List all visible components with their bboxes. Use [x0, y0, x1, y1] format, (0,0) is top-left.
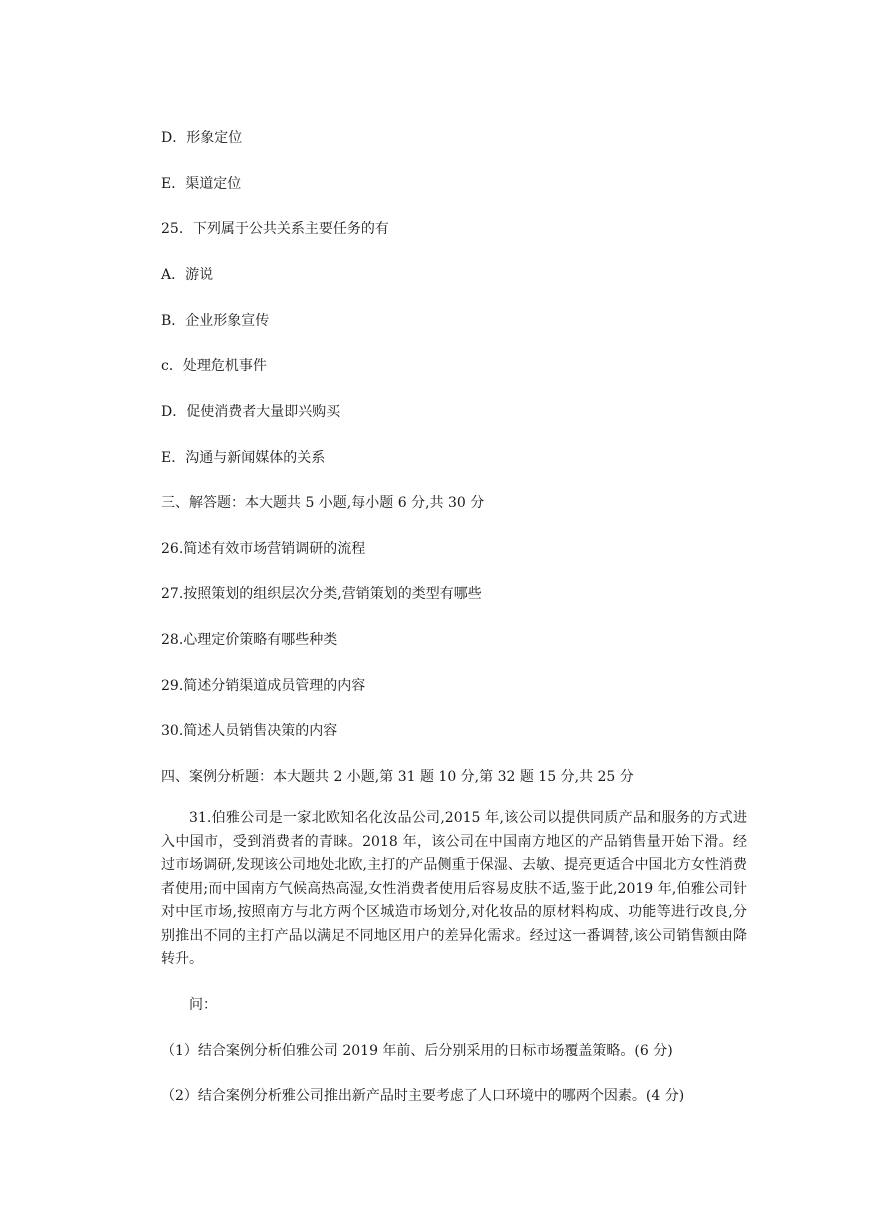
section-4-heading: 四、案例分析题：本大题共 2 小题,第 31 题 10 分,第 32 题 15 分,共 25 分	[161, 769, 634, 785]
option-e-prev: E．渠道定位	[161, 176, 242, 192]
option-d-prev: D．形象定位	[161, 130, 243, 146]
section-3-heading: 三、解答题：本大题共 5 小题,每小题 6 分,共 30 分	[161, 495, 485, 511]
case-ask-label: 问：	[189, 997, 217, 1013]
q25-option-b: B．企业形象宣传	[161, 313, 270, 329]
question-25: 25．下列属于公共关系主要任务的有	[161, 221, 389, 237]
case-sub-question-2: （2）结合案例分析雅公司推出新产品时主要考虑了人口环境中的哪两个因素。(4 分)	[161, 1088, 685, 1104]
question-26: 26.简述有效市场营销调研的流程	[161, 541, 366, 557]
question-29: 29.简述分销渠道成员管理的内容	[161, 678, 366, 694]
question-28: 28.心理定价策略有哪些种类	[161, 632, 338, 648]
q25-option-e: E．沟通与新闻媒体的关系	[161, 450, 326, 466]
q25-option-d: D．促使消费者大量即兴购买	[161, 404, 341, 420]
question-27: 27.按照策划的组织层次分类,营销策划的类型有哪些	[161, 586, 482, 602]
question-30: 30.简述人员销售决策的内容	[161, 723, 338, 739]
case-31-paragraph: 31.伯雅公司是一家北欧知名化汝品公司,2015 年,该公司以提供同质产品和服务的方式进入中国市，受到消费者的青睐。2018 年，该公司在中国南方地区的产品销售量开始下滑。经过市场调研,发现该公司地处北欧,主打的产品侧重于保湿、去敏、提亮更适合中国北方女性消费者使用;而中国南方气候高热高湿,女性消费者使用后容易皮肤不适,鉴于此,2019 年,伯雅公司针对中匡市场,按照南方与北方两个区城造市场划分,对化妆品的原材料构成、功能等进行改良,分别推出不同的主打产品以满足不同地区用户的差异化需求。经过这一番调替,该公司销售额由降转升。	[161, 810, 747, 967]
q25-option-c: c．处理危机事件	[161, 358, 267, 374]
case-sub-question-1: （1）结合案例分析伯雅公司 2019 年前、后分别采用的日标市场覆盖策略。(6 分)	[161, 1043, 673, 1059]
q25-option-a: A．游说	[161, 267, 214, 283]
